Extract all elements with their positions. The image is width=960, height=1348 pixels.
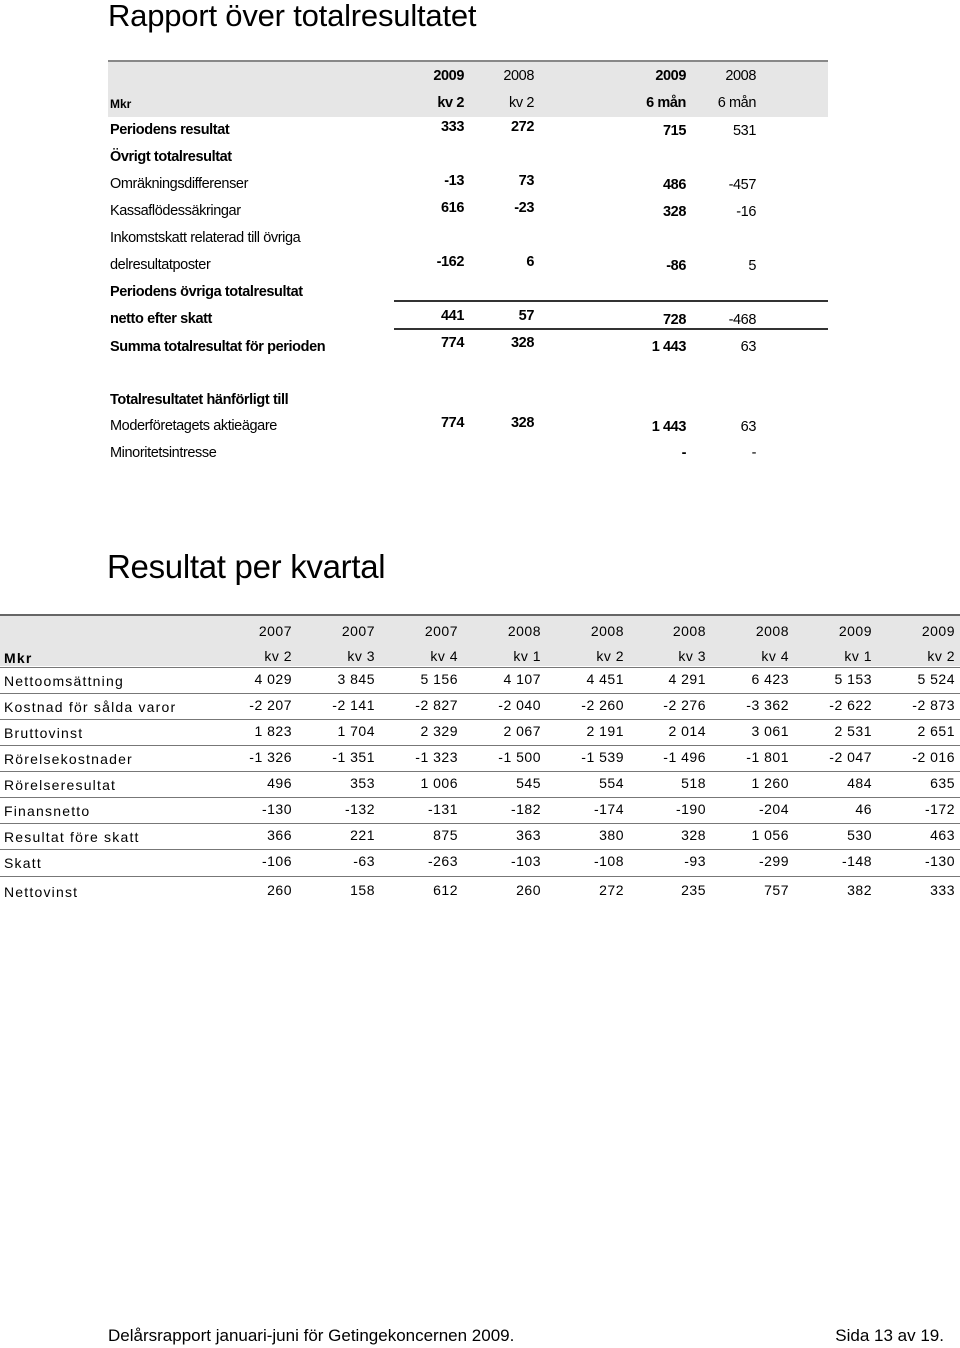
row-value: 5 153 [834, 671, 872, 687]
row-value: 4 451 [586, 671, 624, 687]
row-label: Periodens resultat [110, 122, 230, 138]
row-rule [0, 771, 960, 772]
row-label: Skatt [4, 855, 42, 871]
row-value: -172 [924, 801, 955, 817]
header-year: 2008 [755, 623, 789, 639]
row-value: 2 067 [503, 723, 541, 739]
row-value: 4 291 [668, 671, 706, 687]
row-label: delresultatposter [110, 257, 211, 273]
row-value: -1 496 [663, 749, 706, 765]
row-value: 272 [599, 882, 624, 898]
row-value: -3 362 [746, 697, 789, 713]
table-top-rule [0, 614, 960, 616]
header-year: 2008 [590, 623, 624, 639]
header-year: 2007 [424, 623, 458, 639]
row-value: 3 845 [337, 671, 375, 687]
header-period: kv 2 [437, 95, 464, 111]
row-value: -23 [514, 200, 534, 216]
row-value: - [681, 445, 686, 461]
header-quarter: kv 3 [678, 648, 706, 664]
row-value: -182 [510, 801, 541, 817]
row-rule [0, 823, 960, 824]
header-year: 2007 [341, 623, 375, 639]
row-value: -1 323 [415, 749, 458, 765]
row-value: -103 [510, 853, 541, 869]
row-value: 1 443 [651, 339, 686, 355]
row-label: Kostnad för sålda varor [4, 699, 177, 715]
row-value: -13 [444, 173, 464, 189]
row-label: Finansnetto [4, 803, 91, 819]
row-label: Totalresultatet hänförligt till [110, 392, 289, 408]
row-rule [0, 667, 960, 668]
row-value: 260 [516, 882, 541, 898]
header-quarter: kv 4 [761, 648, 789, 664]
row-value: -130 [924, 853, 955, 869]
row-value: 3 061 [751, 723, 789, 739]
row-rule [394, 328, 828, 330]
row-value: 1 823 [254, 723, 292, 739]
header-quarter: kv 4 [430, 648, 458, 664]
row-value: 875 [433, 827, 458, 843]
row-value: -457 [728, 177, 756, 193]
row-label: Omräkningsdifferenser [110, 176, 249, 192]
row-value: 333 [441, 119, 464, 135]
row-value: 5 [748, 258, 756, 274]
row-value: 5 524 [917, 671, 955, 687]
row-label: Resultat före skatt [4, 829, 140, 845]
footer-page-number: Sida 13 av 19. [835, 1326, 944, 1345]
row-value: 63 [740, 339, 756, 355]
row-value: 4 029 [254, 671, 292, 687]
row-value: 57 [518, 308, 534, 324]
row-value: 260 [267, 882, 292, 898]
row-label: Inkomstskatt relaterad till övriga [110, 230, 301, 246]
row-value: 2 014 [668, 723, 706, 739]
row-label: Moderföretagets aktieägare [110, 418, 277, 434]
row-label: netto efter skatt [110, 311, 212, 327]
row-label: Övrigt totalresultat [110, 149, 232, 165]
row-value: 1 056 [751, 827, 789, 843]
row-value: -63 [353, 853, 375, 869]
header-year: 2008 [507, 623, 541, 639]
row-value: -2 047 [829, 749, 872, 765]
row-value: 530 [847, 827, 872, 843]
row-value: 1 006 [420, 775, 458, 791]
quarterly-table [0, 614, 960, 904]
footer-report-name: Delårsrapport januari-juni för Getingekoncernen 2009. [108, 1326, 515, 1345]
row-value: 46 [855, 801, 872, 817]
row-value: 1 704 [337, 723, 375, 739]
row-value: 2 329 [420, 723, 458, 739]
row-value: 380 [599, 827, 624, 843]
row-value: -162 [436, 254, 464, 270]
row-label: Bruttovinst [4, 725, 84, 741]
totalresultat-table [108, 60, 828, 461]
row-value: 328 [511, 415, 534, 431]
row-value: 728 [663, 312, 686, 328]
header-year: 2009 [838, 623, 872, 639]
header-year: 2007 [258, 623, 292, 639]
row-label: Nettovinst [4, 884, 79, 900]
header-quarter: kv 2 [596, 648, 624, 664]
row-value: 531 [733, 123, 756, 139]
row-value: 73 [518, 173, 534, 189]
table-top-rule [108, 60, 828, 62]
row-value: 272 [511, 119, 534, 135]
row-value: -263 [427, 853, 458, 869]
row-label: Minoritetsintresse [110, 445, 217, 461]
row-label: Summa totalresultat för perioden [110, 339, 326, 355]
row-value: 6 423 [751, 671, 789, 687]
row-value: 441 [441, 308, 464, 324]
row-value: 366 [267, 827, 292, 843]
row-value: 353 [350, 775, 375, 791]
header-year: 2008 [672, 623, 706, 639]
header-unit: Mkr [110, 97, 132, 111]
row-value: 221 [350, 827, 375, 843]
row-rule [0, 797, 960, 798]
row-label: Nettoomsättning [4, 673, 124, 689]
row-rule [0, 849, 960, 850]
row-value: 484 [847, 775, 872, 791]
row-rule [0, 693, 960, 694]
row-value: 63 [740, 419, 756, 435]
row-rule [394, 300, 828, 302]
row-value: 6 [526, 254, 534, 270]
row-value: 2 531 [834, 723, 872, 739]
row-value: 1 260 [751, 775, 789, 791]
header-quarter: kv 1 [844, 648, 872, 664]
row-value: 518 [681, 775, 706, 791]
row-value: -190 [675, 801, 706, 817]
row-label: Rörelsekostnader [4, 751, 133, 767]
row-value: 4 107 [503, 671, 541, 687]
row-value: -93 [684, 853, 706, 869]
header-year: 2009 [655, 68, 686, 84]
row-value: -2 827 [415, 697, 458, 713]
row-value: 616 [441, 200, 464, 216]
row-value: 715 [663, 123, 686, 139]
row-value: -2 260 [581, 697, 624, 713]
row-value: 486 [663, 177, 686, 193]
row-value: -131 [427, 801, 458, 817]
row-value: -1 500 [498, 749, 541, 765]
row-value: -130 [261, 801, 292, 817]
header-quarter: kv 1 [513, 648, 541, 664]
row-value: 328 [663, 204, 686, 220]
row-value: 757 [764, 882, 789, 898]
header-quarter: kv 3 [347, 648, 375, 664]
row-value: 774 [441, 335, 464, 351]
row-value: 463 [930, 827, 955, 843]
row-value: -1 326 [249, 749, 292, 765]
row-label: Kassaflödessäkringar [110, 203, 241, 219]
row-value: 333 [930, 882, 955, 898]
row-value: 774 [441, 415, 464, 431]
row-label: Periodens övriga totalresultat [110, 284, 303, 300]
row-value: 328 [681, 827, 706, 843]
row-value: -2 207 [249, 697, 292, 713]
row-value: - [751, 445, 756, 461]
row-value: -2 873 [912, 697, 955, 713]
page-title: Rapport över totalresultatet [108, 0, 477, 33]
row-value: -174 [593, 801, 624, 817]
row-value: -2 622 [829, 697, 872, 713]
row-value: -1 539 [581, 749, 624, 765]
row-label: Rörelseresultat [4, 777, 117, 793]
row-value: -1 801 [746, 749, 789, 765]
row-value: 328 [511, 335, 534, 351]
row-value: -16 [736, 204, 756, 220]
row-value: 5 156 [420, 671, 458, 687]
row-rule [0, 876, 960, 877]
header-year: 2009 [921, 623, 955, 639]
row-value: 612 [433, 882, 458, 898]
header-quarter: kv 2 [264, 648, 292, 664]
row-value: -1 351 [332, 749, 375, 765]
row-value: -2 276 [663, 697, 706, 713]
row-value: 363 [516, 827, 541, 843]
row-value: -108 [593, 853, 624, 869]
row-value: 554 [599, 775, 624, 791]
row-value: -148 [841, 853, 872, 869]
row-value: 382 [847, 882, 872, 898]
row-value: 496 [267, 775, 292, 791]
row-value: -468 [728, 312, 756, 328]
header-year: 2008 [503, 68, 534, 84]
header-period: 6 mån [717, 95, 756, 111]
row-value: -299 [758, 853, 789, 869]
row-value: 545 [516, 775, 541, 791]
row-value: -106 [261, 853, 292, 869]
row-value: -132 [344, 801, 375, 817]
header-year: 2008 [725, 68, 756, 84]
row-value: -86 [666, 258, 686, 274]
header-year: 2009 [433, 68, 464, 84]
section-title: Resultat per kvartal [107, 548, 386, 585]
row-value: -2 141 [332, 697, 375, 713]
row-value: -2 040 [498, 697, 541, 713]
row-rule [0, 719, 960, 720]
row-rule [0, 745, 960, 746]
row-value: 2 651 [917, 723, 955, 739]
row-value: -2 016 [912, 749, 955, 765]
row-value: 158 [350, 882, 375, 898]
table-header-band [0, 614, 960, 666]
row-value: 2 191 [586, 723, 624, 739]
row-value: 235 [681, 882, 706, 898]
row-value: 1 443 [651, 419, 686, 435]
header-quarter: kv 2 [927, 648, 955, 664]
header-period: kv 2 [509, 95, 534, 111]
header-period: 6 mån [646, 95, 686, 111]
header-unit: Mkr [4, 650, 33, 666]
row-value: 635 [930, 775, 955, 791]
row-value: -204 [758, 801, 789, 817]
